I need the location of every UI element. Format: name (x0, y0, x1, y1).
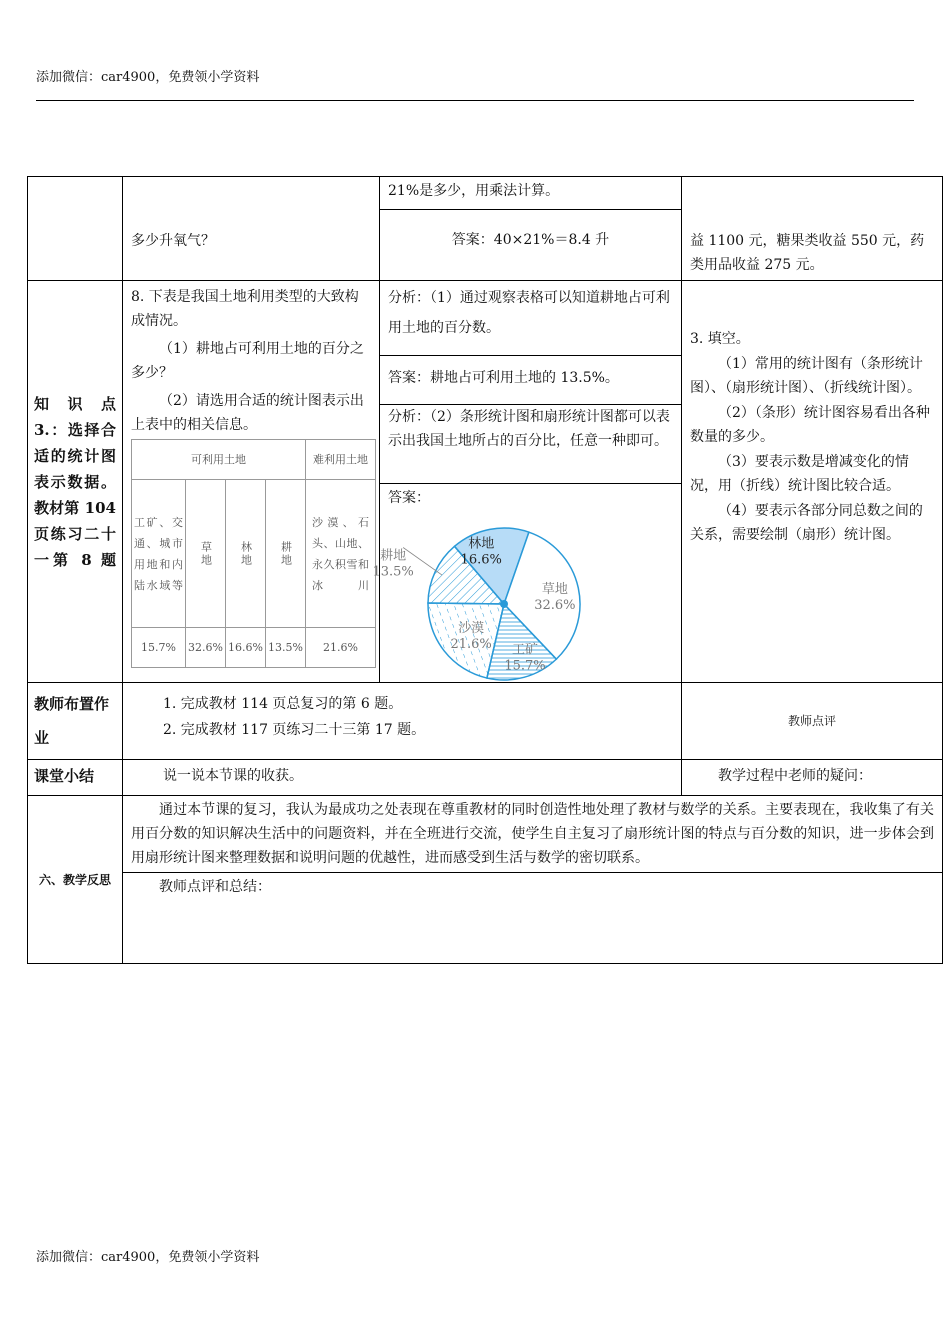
answer-2-label: 答案： (388, 490, 430, 506)
pie-label-forest: 林地 (468, 536, 495, 552)
header-rule (36, 100, 914, 101)
pie-label-grassland: 草地 (541, 582, 568, 598)
practice-cell (682, 281, 943, 683)
val-industrial: 15.7% (132, 628, 186, 668)
cont-right-cell (682, 177, 943, 281)
practice-item-1: （1）常用的统计图有（条形统计图）、（扇形统计图）、（折线统计图）。 (690, 355, 923, 396)
header-usable-land: 可利用土地 (132, 440, 306, 480)
answer-1: 答案：耕地占可利用土地的 13.5%。 (380, 356, 681, 405)
val-forest: 16.6% (226, 628, 266, 668)
reflection-text: 通过本节课的复习，我认为最成功之处表现在尊重教材的同时创造性地处理了教材与数学的关系。主要表现在，我收集了有关用百分数的知识解决生活中的问题资料，并在全班进行交流，使学生自主复习了扇形统计图的特点与百分数的知识，进一步体会到用扇形统计图来整理数据和说明问题的优越性，进而感受到生活与数学的密切联系。 (123, 796, 942, 873)
val-grassland: 32.6% (186, 628, 226, 668)
row-knowledge-point-3 (28, 281, 943, 683)
right-tail: 益 1100 元，糖果类收益 550 元，药类用品收益 275 元。 (690, 233, 925, 273)
analysis-2: 分析：（2）条形统计图和扇形统计图都可以表示出我国土地所占的百分比，任意一种即可。 (380, 405, 681, 484)
question-8-intro: 8. 下表是我国土地利用类型的大致构成情况。 (131, 289, 359, 329)
homework-label-cell (28, 683, 123, 760)
page-header: 添加微信：car4900，免费领小学资料 (36, 70, 260, 85)
knowledge-point-label: 知 识 点 3.：选择合适的统计图表示数据。教材第 104 页练习二十一第 8 题 (34, 394, 116, 569)
lesson-table (27, 176, 943, 964)
land-use-pie-chart (372, 512, 586, 682)
analysis-tail: 21%是多少，用乘法计算。 (380, 177, 681, 210)
teacher-question-label: 教学过程中老师的疑问： (718, 768, 872, 784)
pie-label-industrial: 工矿 (511, 642, 539, 658)
pie-center-dot (500, 600, 508, 608)
row-continuation (28, 177, 943, 281)
row-reflection (28, 796, 943, 964)
question-8-part2: （2）请选用合适的统计图表示出上表中的相关信息。 (131, 393, 364, 433)
page-footer: 添加微信：car4900，免费领小学资料 (36, 1250, 260, 1265)
answer-o2: 答案：40×21%＝8.4 升 (451, 232, 610, 248)
pie-value-grassland: 32.6% (534, 598, 576, 614)
practice-item-3: （3）要表示数是增减变化的情况，用（折线）统计图比较合适。 (690, 453, 909, 494)
val-farmland: 13.5% (266, 628, 306, 668)
col-industrial: 工矿、交通、城市用地和内陆水域等 (132, 480, 186, 628)
analysis-8-cell (372, 281, 682, 683)
homework-item-2: 2. 完成教材 117 页练习二十三第 17 题。 (163, 722, 426, 738)
summary-label: 课堂小结 (34, 767, 95, 785)
question-tail: 多少升氧气？ (131, 233, 215, 249)
pie-value-desert: 21.6% (450, 636, 492, 652)
val-desert: 21.6% (306, 628, 376, 668)
row-summary (28, 760, 943, 796)
homework-label: 教师布置作业 (34, 695, 110, 747)
practice-item-2: （2）（条形）统计图容易看出各种数量的多少。 (690, 404, 930, 445)
pie-value-farmland: 13.5% (372, 564, 414, 580)
homework-content-cell (123, 683, 682, 760)
reflection-content-cell (123, 796, 943, 964)
question-8-cell (123, 281, 380, 683)
teacher-comment-label: 教师点评 (787, 714, 836, 728)
col-grassland-cell (186, 480, 226, 628)
pie-label-desert: 沙漠 (458, 620, 485, 636)
reflection-label-cell (28, 796, 123, 964)
col-farmland: 耕地 (279, 540, 293, 567)
pie-value-forest: 16.6% (460, 552, 502, 568)
homework-item-1: 1. 完成教材 114 页总复习的第 6 题。 (163, 696, 403, 712)
cont-analysis-cell (380, 177, 682, 281)
summary-comment-label: 教师点评和总结： (159, 879, 271, 895)
col-forest: 林地 (239, 540, 253, 567)
knowledge-point-label-cell (28, 281, 123, 683)
col-desert: 沙漠、石头、山地、永久积雪和冰川 (306, 480, 376, 628)
homework-right-cell (682, 683, 943, 760)
land-use-table (131, 439, 376, 668)
question-8-part1: （1）耕地占可利用土地的百分之多少？ (131, 341, 364, 381)
pie-value-industrial: 15.7% (504, 658, 546, 674)
analysis-1: 分析：（1）通过观察表格可以知道耕地占可利用土地的百分数。 (380, 281, 681, 356)
cont-label-cell (28, 177, 123, 281)
summary-right-cell (682, 760, 943, 796)
summary-content: 说一说本节课的收获。 (163, 768, 303, 784)
row-homework (28, 683, 943, 760)
pie-label-farmland: 耕地 (380, 548, 407, 564)
cont-question-cell (123, 177, 380, 281)
practice-title: 3. 填空。 (690, 331, 750, 347)
col-forest-cell (226, 480, 266, 628)
summary-content-cell (123, 760, 682, 796)
summary-label-cell (28, 760, 123, 796)
col-grassland: 草地 (199, 540, 213, 567)
col-farmland-cell (266, 480, 306, 628)
header-hard-land: 难利用土地 (306, 440, 376, 480)
practice-item-4: （4）要表示各部分同总数之间的关系，需要绘制（扇形）统计图。 (690, 502, 923, 543)
reflection-label: 六、教学反思 (38, 872, 111, 887)
